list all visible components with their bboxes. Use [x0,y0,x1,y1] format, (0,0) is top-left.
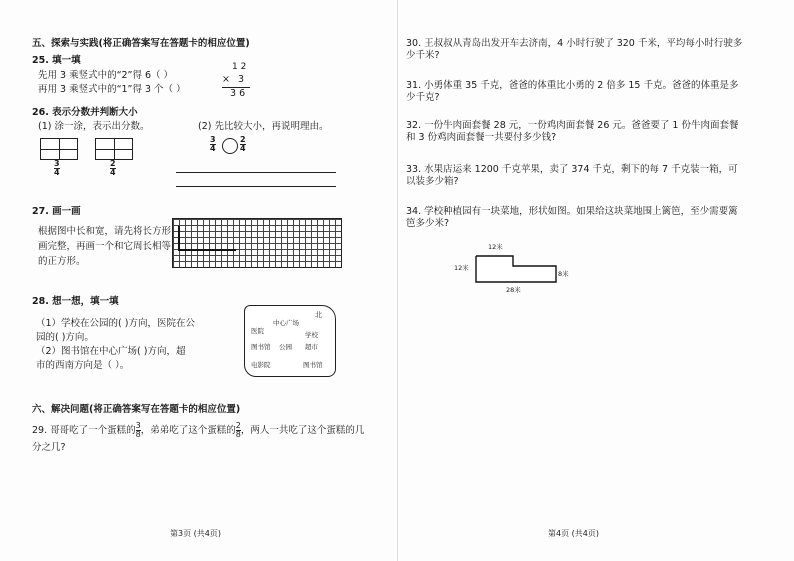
map-place-school: 学校 [305,331,318,339]
q26-title: 26. 表示分数并判断大小 [32,107,138,118]
q25-title: 25. 填一填 [32,55,81,66]
q33-text: 33. 水果店运来 1200 千克苹果，卖了 374 千克，剩下的每 7 千克装一箱，可以装多少箱? [406,164,738,187]
page-footer-left: 第3页 (共4页) [170,529,221,538]
q28-line4: 市的西南方向是（ ）。 [36,360,130,371]
fraction-rect-b[interactable] [95,138,133,160]
section5-title: 五、探索与实践(将正确答案写在答题卡的相应位置) [32,38,250,49]
north-marker: 北 [315,311,322,319]
compare-frac-b: $\frac{2}{4}$ [240,135,246,153]
q29-line1: 29. 哥哥吃了一个蛋糕的 $\frac{3}{8}$ ，弟弟吃了这个蛋糕的 $\frac{2}{8}$ ，两人一共吃了这个蛋糕的几 [32,421,365,439]
vertical-times: × [222,74,230,85]
answer-line-2[interactable] [176,186,336,187]
q28-line1: （1）学校在公园的( )方向，医院在公 [36,318,195,329]
q26-part1: (1) 涂一涂，表示出分数。 [38,121,150,132]
map-place-library: 图书馆 [251,343,271,351]
fraction-label-a: $\frac{3}{4}$ [54,159,60,177]
q32-text: 32. 一份牛肉面套餐 28 元，一份鸡肉面套餐 26 元。爸爸要了 1 份牛肉面套餐和 3 份鸡肉面套餐一共要付多少钱? [406,120,739,143]
q27-title: 27. 画一画 [32,206,81,217]
map-place-center-square: 中心广场 [273,319,299,327]
rect-length-edge [178,249,236,251]
vertical-multiplier: 3 [238,74,245,85]
q28-title: 28. 想一想，填一填 [32,296,119,307]
map-place-supermarket: 超市 [305,343,318,351]
q27-line2: 画完整，再画一个和它周长相等 [38,241,172,252]
fig-label-left: 12米 [454,264,469,272]
q31-text: 31. 小勇体重 35 千克，爸爸的体重比小勇的 2 倍多 15 千克。爸爸的体重是多少千克? [406,80,739,103]
vertical-top: 1 2 [232,62,247,72]
q34-text: 34. 学校种植园有一块菜地，形状如图。如果给这块菜地围上篱笆，至少需要篱笆多少米? [406,206,738,229]
vertical-result: 3 6 [230,88,246,99]
q28-line2: 园的( )方向。 [36,332,94,343]
fig-label-right: 8米 [558,270,569,278]
compare-frac-a: $\frac{3}{4}$ [210,135,216,153]
q27-line3: 的正方形。 [38,256,86,267]
map-place-park: 公园 [279,343,292,351]
q28-line3: （2）图书馆在中心广场( )方向，超 [36,346,186,357]
compare-circle[interactable] [222,138,238,154]
direction-map [244,305,336,377]
garden-outline [476,256,556,282]
q26-part2: (2) 先比较大小，再说明理由。 [198,121,329,132]
map-place-cinema: 电影院 [251,361,271,369]
answer-line-1[interactable] [176,172,336,173]
page-footer-right: 第4页 (共4页) [548,529,599,538]
map-place-library-2: 图书馆 [303,361,323,369]
fraction-rect-a[interactable] [40,138,78,160]
rect-width-edge [178,226,180,250]
q30-text: 30. 王叔叔从青岛出发开车去济南，4 小时行驶了 320 千米，平均每小时行驶多少千米? [406,38,743,61]
q25-line2: 再用 3 乘竖式中的“1”得 3 个（ ） [38,84,186,95]
fig-label-top: 12米 [488,243,503,251]
q27-line1: 根据图中长和宽，请先将长方形 [38,226,172,237]
map-place-hospital: 医院 [251,327,264,335]
right-page [397,0,794,561]
drawing-grid[interactable] [172,218,342,268]
section6-title: 六、解决问题(将正确答案写在答题卡的相应位置) [32,404,241,415]
fig-label-bottom: 28米 [506,286,521,294]
fraction-label-b: $\frac{2}{4}$ [110,159,116,177]
q29-line2: 分之几? [32,442,66,453]
q25-line1: 先用 3 乘竖式中的“2”得 6（ ） [38,70,174,81]
